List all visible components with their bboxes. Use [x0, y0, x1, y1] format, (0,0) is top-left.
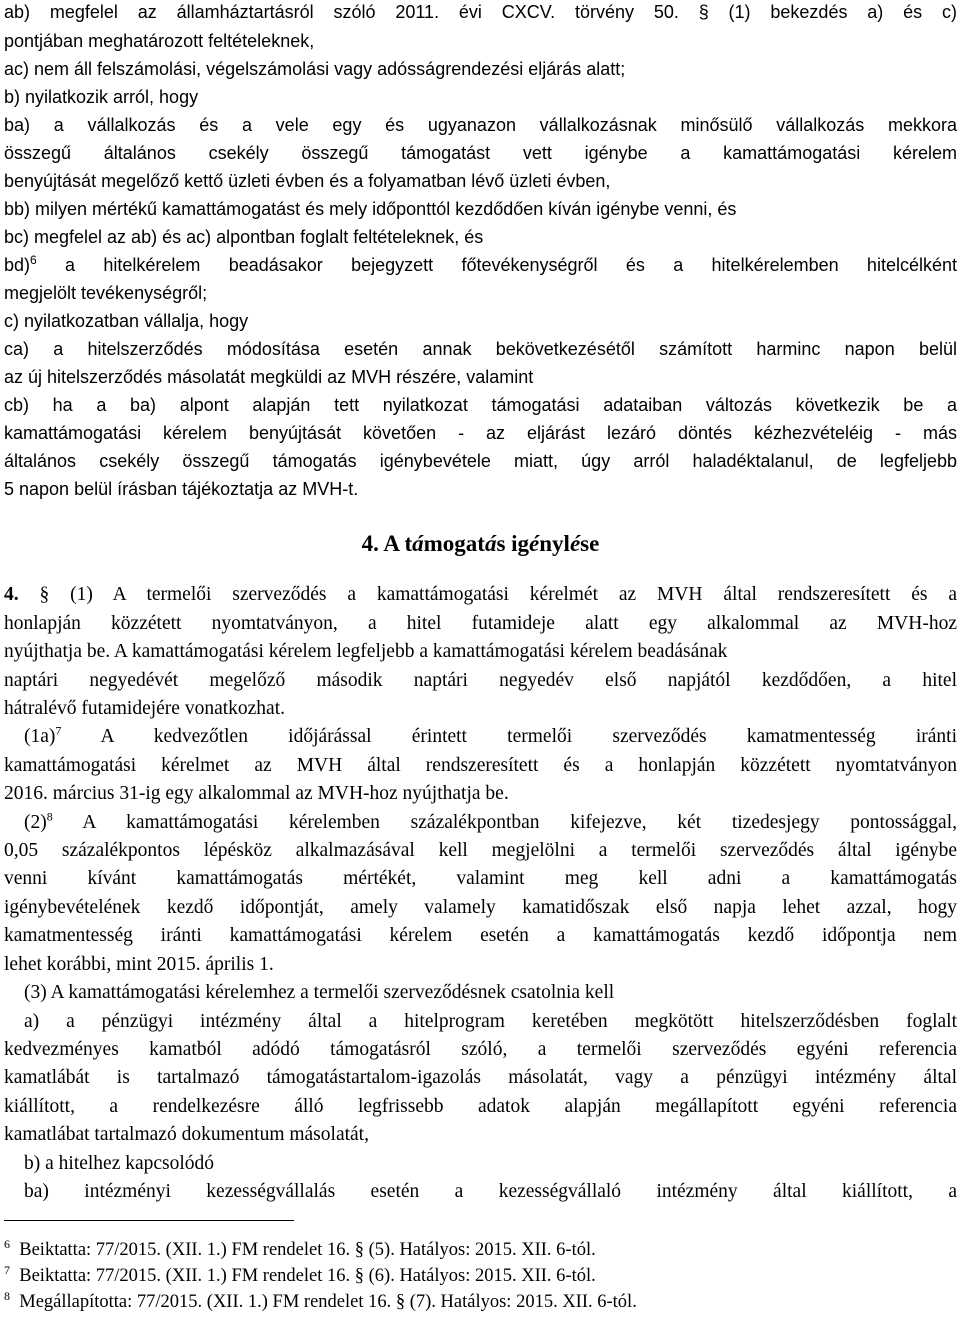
text-line: ba) intézményi kezességvállalás esetén a kezességvállaló intézmény által kiállított, a — [24, 1181, 957, 1202]
section-heading: 4. A támogatás igénylése — [361, 531, 600, 556]
text-line: pontjában meghatározott feltételeknek, — [4, 31, 315, 51]
paragraph-text: A kedvezőtlen időjárással érintett termelői szerveződés kamatmentesség iránti — [61, 726, 957, 747]
text-line: ac) nem áll felszámolási, végelszámolási vagy adósságrendezési eljárás alatt; — [4, 59, 626, 79]
footnote-ref[interactable]: 8 — [46, 809, 53, 824]
text-line: 0,05 százalékpontos lépésköz alkalmazásával kell megjelölni a termelői szerveződés által igénybe — [4, 840, 957, 861]
text-line: naptári negyedévét megelőző második naptári negyedév első napjától kezdődően, a hitel — [4, 670, 957, 691]
text-line: ca) a hitelszerződés módosítása esetén annak bekövetkezésétől számított harminc napon belül — [4, 339, 957, 359]
text-line: b) nyilatkozik arról, hogy — [4, 87, 199, 107]
text-line: venni kívánt kamattámogatás mértékét, valamint meg kell adni a kamattámogatás — [4, 868, 957, 889]
text-line: igénybevételének kezdő időpontját, amely valamely kamatidőszak első napja lehet azzal, hogy — [4, 897, 957, 918]
text-line: b) a hitelhez kapcsolódó — [24, 1153, 215, 1174]
footnote — [4, 1264, 596, 1288]
text-line: kamattámogatási kérelem benyújtását követően - az eljárást lezáró döntés kézhezvételéig - más — [4, 423, 957, 443]
item-text: a hitelkérelem beadásakor bejegyzett főtevékenységről és a hitelkérelemben hitelcélként — [36, 255, 957, 275]
text-line: a) a pénzügyi intézmény által a hitelprogram keretében megkötött hitelszerződésben foglalt — [24, 1011, 957, 1032]
footnote-ref[interactable]: 6 — [30, 253, 37, 267]
footnote — [4, 1290, 637, 1314]
text-line: ab) megfelel az államháztartásról szóló 2011. évi CXCV. törvény 50. § (1) bekezdés a) és c) — [4, 2, 957, 22]
text-line — [4, 253, 957, 277]
text-line: (3) A kamattámogatási kérelemhez a termelői szerveződésnek csatolnia kell — [24, 982, 615, 1003]
section-number: 4. — [4, 584, 19, 605]
footnote — [4, 1238, 596, 1262]
text-line: kamatlábát is tartalmazó támogatástartalom-igazolás másolatát, vagy a pénzügyi intézmény által — [4, 1067, 957, 1088]
text-line: hátralévő futamidejére vonatkozhat. — [4, 698, 285, 719]
footnote-number: 6 — [4, 1236, 10, 1251]
paragraph-text: A kamattámogatási kérelemben százalékpontban kifejezve, két tizedesjegy pontossággal, — [52, 812, 957, 833]
text-line: megjelölt tevékenységről; — [4, 283, 208, 303]
text-line: c) nyilatkozatban vállalja, hogy — [4, 311, 249, 331]
text-line: cb) ha a ba) alpont alapján tett nyilatkozat támogatási adataiban változás következik be a — [4, 395, 957, 415]
text-line: kamattámogatási kérelmet az MVH által rendszeresített és a honlapján közzétett nyomtatványon — [4, 755, 957, 776]
footnote-text: Megállapította: 77/2015. (XII. 1.) FM rendelet 16. § (7). Hatályos: 2015. XII. 6-tól. — [19, 1292, 637, 1312]
text-line: kamatlábat tartalmazó dokumentum másolatát, — [4, 1124, 369, 1145]
text-line: bc) megfelel az ab) és ac) alpontban foglalt feltételeknek, és — [4, 227, 484, 247]
paragraph-text: § (1) A termelői szerveződés a kamattámogatási kérelmét az MVH által rendszeresített és a — [18, 584, 957, 605]
text-line: általános csekély összegű támogatás igénybevétele miatt, úgy arról haladéktalanul, de legfeljebb — [4, 451, 957, 471]
text-line: összegű általános csekély összegű támogatást vett igénybe a kamattámogatási kérelem — [4, 143, 957, 163]
text-line — [4, 811, 957, 835]
text-line: nyújthatja be. A kamattámogatási kérelem legfeljebb a kamattámogatási kérelem beadásának — [4, 641, 728, 662]
text-line: ba) a vállalkozás és a vele egy és ugyanazon vállalkozásnak minősülő vállalkozás mekkora — [4, 115, 957, 135]
text-line: kamatmentesség iránti kamattámogatási kérelem esetén a kamattámogatás kezdő időpontja nem — [4, 925, 957, 946]
text-line: kedvezményes kamatból adódó támogatásról szóló, a termelői szerveződés egyéni referencia — [4, 1039, 957, 1060]
text-line: lehet korábbi, mint 2015. április 1. — [4, 954, 274, 975]
text-line: benyújtását megelőző kettő üzleti évben és a folyamatban lévő üzleti évben, — [4, 171, 611, 191]
footnote-divider — [4, 1220, 294, 1221]
paragraph-label: (2) — [24, 812, 47, 833]
footnote-number: 7 — [4, 1262, 10, 1277]
text-line: honlapján közzétett nyomtatványon, a hitel futamideje alatt egy alkalommal az MVH-hoz — [4, 613, 957, 634]
footnote-text: Beiktatta: 77/2015. (XII. 1.) FM rendelet 16. § (6). Hatályos: 2015. XII. 6-tól. — [19, 1266, 596, 1286]
text-line: bb) milyen mértékű kamattámogatást és mely időponttól kezdődően kíván igénybe venni, és — [4, 199, 737, 219]
text-line: 2016. március 31-ig egy alkalommal az MVH-hoz nyújthatja be. — [4, 783, 509, 804]
footnote-text: Beiktatta: 77/2015. (XII. 1.) FM rendelet 16. § (5). Hatályos: 2015. XII. 6-tól. — [19, 1240, 596, 1260]
footnote-ref[interactable]: 7 — [55, 723, 62, 738]
text-line — [4, 725, 957, 749]
text-line: az új hitelszerződés másolatát megküldi az MVH részére, valamint — [4, 367, 534, 387]
text-line: 5 napon belül írásban tájékoztatja az MVH-t. — [4, 479, 359, 499]
text-line: kiállított, a rendelkezésre álló legfrissebb adatok alapján megállapított egyéni referencia — [4, 1096, 957, 1117]
text-line — [4, 583, 957, 607]
footnote-number: 8 — [4, 1288, 10, 1303]
item-label: bd) — [4, 255, 31, 275]
paragraph-label: (1a) — [24, 726, 56, 747]
